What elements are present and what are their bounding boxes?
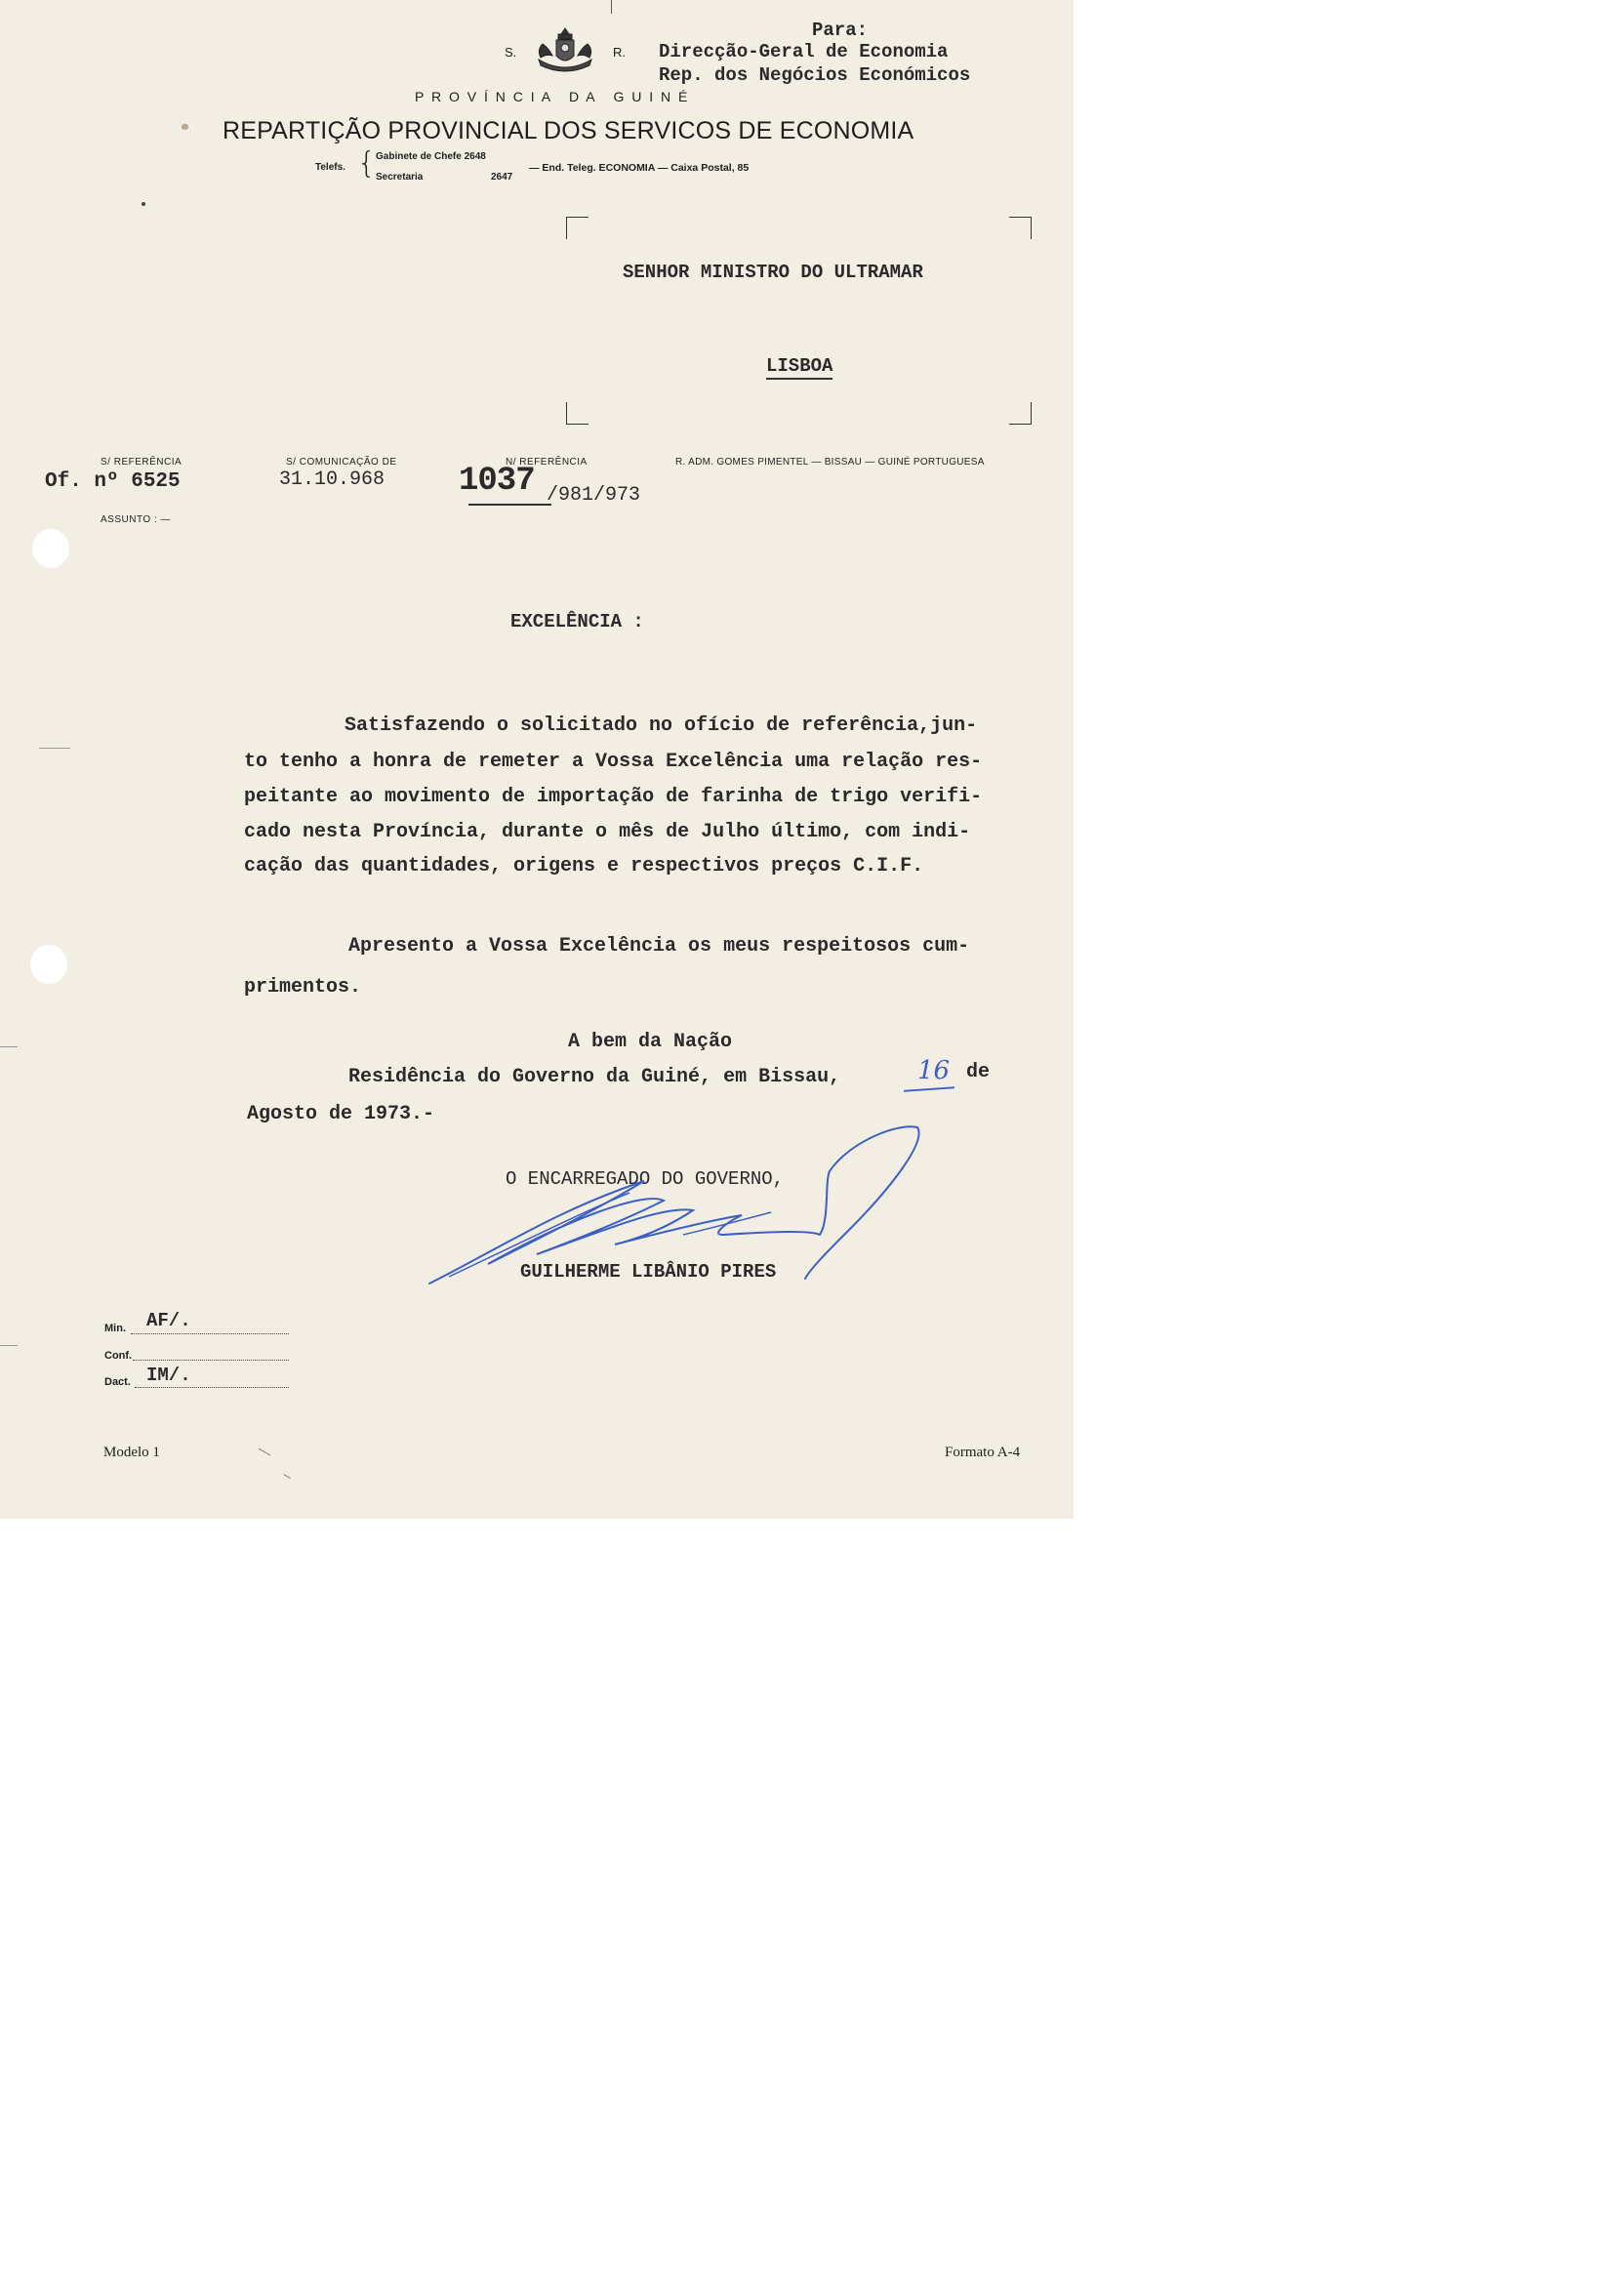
secretaria-number: 2647 [491,172,513,183]
fold-mark-3 [0,1345,18,1346]
min-line [131,1333,289,1334]
s-ref-label: S/ REFERÊNCIA [101,457,183,468]
body-p1-line-4: cado nesta Província, durante o mês de Julho último, com indi- [244,821,971,843]
page-title: REPARTIÇÃO PROVINCIAL DOS SERVICOS DE ECONOMIA [223,117,914,144]
n-ref-label: N/ REFERÊNCIA [506,457,588,468]
recipient-line-1: SENHOR MINISTRO DO ULTRAMAR [623,262,923,283]
handwritten-signature [420,1122,937,1288]
fold-mark-1 [39,748,70,749]
window-corner-br [1009,402,1032,425]
min-label: Min. [104,1323,126,1334]
paper-dot [142,202,145,206]
s-com-value: 31.10.968 [279,469,386,491]
top-edge-mark [611,0,612,14]
fold-mark-2 [0,1046,18,1047]
punch-hole-top [32,529,69,568]
min-value: AF/. [146,1310,191,1331]
paper-mark-2 [259,1448,271,1456]
signer-name: GUILHERME LIBÂNIO PIRES [520,1261,777,1283]
address-line: R. ADM. GOMES PIMENTEL — BISSAU — GUINÉ PORTUGUESA [675,457,985,468]
recipient-line-2: LISBOA [766,355,832,380]
telegrafo-line: — End. Teleg. ECONOMIA — Caixa Postal, 85 [529,162,750,174]
s-com-label: S/ COMUNICAÇÃO DE [286,457,397,468]
paper-mark-3 [283,1474,290,1479]
punch-hole-bottom [30,945,67,984]
conf-label: Conf. [104,1350,133,1362]
body-p1-line-5: cação das quantidades, origens e respectivos preços C.I.F. [244,855,924,877]
r-letter: R. [613,45,626,60]
date-line-2: Agosto de 1973.- [247,1103,435,1125]
paper-mark [182,124,188,130]
body-p1-line-3: peitante ao movimento de importação de farinha de trigo verifi- [244,786,983,808]
date-line-1a: Residência do Governo da Guiné, em Bissau, [348,1066,841,1088]
date-day-underline [904,1086,954,1092]
signer-role: O ENCARREGADO DO GOVERNO, [506,1168,785,1190]
coat-of-arms-icon [535,26,595,77]
window-corner-tl [566,217,589,239]
provincia-line: P R O V Í N C I A D A G U I N É [415,89,690,104]
conf-line [133,1360,289,1361]
s-letter: S. [505,45,517,60]
modelo-label: Modelo 1 [103,1445,160,1460]
window-corner-tr [1009,217,1032,239]
para-line-1: Direcção-Geral de Economia [659,41,949,62]
n-ref-underline [468,504,551,506]
telefs-brace: { [357,146,377,181]
telefs-label: Telefs. [315,162,345,173]
closing-line: A bem da Nação [568,1031,733,1053]
secretaria-label: Secretaria [376,172,424,183]
gabinete-line: Gabinete de Chefe 2648 [376,151,486,162]
date-day-handwritten: 16 [917,1056,951,1085]
body-p2-line-1: Apresento a Vossa Excelência os meus respeitosos cum- [348,935,970,958]
window-corner-bl [566,402,589,425]
letter-page [0,0,1074,1519]
dact-label: Dact. [104,1376,131,1388]
body-p1-line-2: to tenho a honra de remeter a Vossa Excelência uma relação res- [244,751,983,773]
salutation: EXCELÊNCIA : [510,611,644,632]
dact-line [135,1387,289,1388]
date-line-1b: de [966,1061,991,1083]
dact-value: IM/. [146,1365,191,1386]
body-p2-line-2: primentos. [244,976,362,999]
para-label: Para: [812,20,869,41]
n-ref-suffix: /981/973 [547,484,641,507]
body-p1-line-1: Satisfazendo o solicitado no ofício de referência,jun- [345,714,978,737]
formato-label: Formato A-4 [945,1445,1021,1460]
s-ref-value: Of. nº 6525 [45,470,181,493]
assunto-label: ASSUNTO : — [101,514,171,525]
para-line-2: Rep. dos Negócios Económicos [659,64,971,86]
n-ref-number: 1037 [459,463,535,500]
